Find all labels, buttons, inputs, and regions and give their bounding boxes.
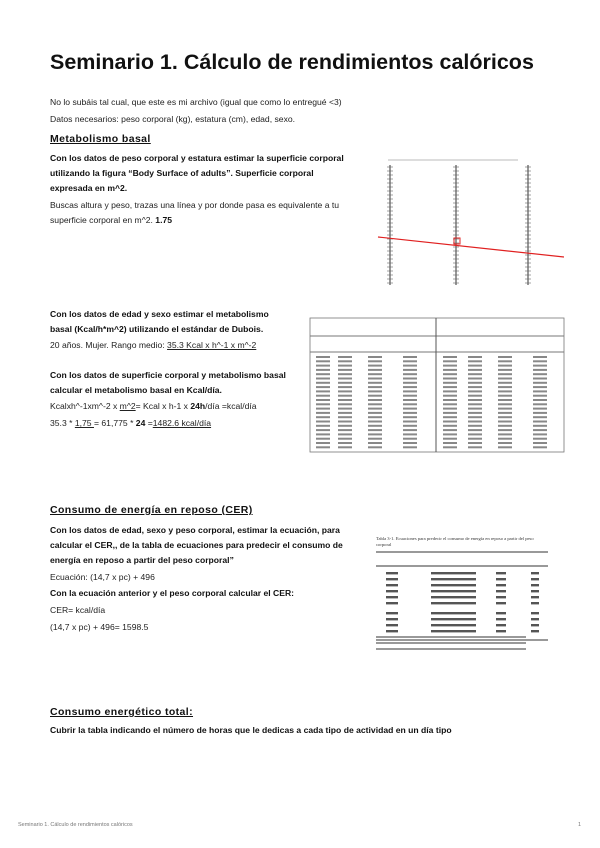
table-cell-scan: [443, 433, 457, 435]
question-line: Con los datos de superficie corporal y metabolismo basal: [50, 370, 286, 380]
table-cell-scan: [443, 429, 457, 431]
table-cell-scan: [338, 412, 352, 414]
table-cell-scan: [316, 356, 330, 358]
table-cell-scan: [443, 369, 457, 371]
table-cell-scan: [368, 365, 382, 367]
table-cell-scan: [316, 382, 330, 384]
table-cell-scan: [498, 395, 512, 397]
table-cell-scan: [443, 438, 457, 440]
table-cell-scan: [498, 403, 512, 405]
table-cell-scan: [498, 390, 512, 392]
table-cell-scan: [403, 438, 417, 440]
table-cell-scan: [338, 408, 352, 410]
table-cell-scan: [468, 425, 482, 427]
table-cell-scan: [368, 421, 382, 423]
table-cell-scan: [496, 630, 506, 632]
answer-line: [50, 337, 256, 353]
table-cell-scan: [533, 365, 547, 367]
table-cell-scan: [386, 578, 398, 580]
table-cell-scan: [368, 390, 382, 392]
table-cell-scan: [368, 429, 382, 431]
table-cell-scan: [533, 382, 547, 384]
table-cell-scan: [368, 433, 382, 435]
question-line: expresada en m^2.: [50, 183, 128, 193]
footnote-scan: [376, 642, 526, 644]
table-cell-scan: [531, 590, 539, 592]
table-cell-scan: [316, 395, 330, 397]
table-cell-scan: [496, 584, 506, 586]
table-cell-scan: [498, 438, 512, 440]
question-line: Cubrir la tabla indicando el número de horas que le dedicas a cada tipo de actividad en un día tipo: [50, 725, 452, 735]
table-cell-scan: [498, 425, 512, 427]
answer-line: CER= kcal/día: [50, 605, 106, 615]
table-cell-scan: [403, 429, 417, 431]
table-cell-scan: [443, 425, 457, 427]
table-cell-scan: [443, 416, 457, 418]
table-cell-scan: [431, 602, 476, 604]
table-cell-scan: [316, 442, 330, 444]
table-cell-scan: [316, 433, 330, 435]
table-cell-scan: [403, 382, 417, 384]
table-cell-scan: [403, 408, 417, 410]
table-cell-scan: [498, 373, 512, 375]
table-cell-scan: [496, 590, 506, 592]
table-cell-scan: [368, 386, 382, 388]
table-cell-scan: [316, 399, 330, 401]
question-line: Con los datos de edad y sexo estimar el metabolismo: [50, 309, 269, 319]
table-cell-scan: [316, 369, 330, 371]
cer-equations-table-image: [376, 536, 556, 658]
table-cell-scan: [403, 421, 417, 423]
table-cell-scan: [338, 399, 352, 401]
table-cell-scan: [368, 373, 382, 375]
answer-line: (14,7 x pc) + 496= 1598.5: [50, 622, 149, 632]
table-cell-scan: [533, 412, 547, 414]
formula-part: Kcalxh^-1xm^-2 x: [50, 401, 120, 411]
table-cell-scan: [498, 399, 512, 401]
table-cell-scan: [468, 365, 482, 367]
equation: Ecuación: (14,7 x pc) + 496: [50, 572, 155, 582]
table-cell-scan: [468, 446, 482, 448]
table-cell-scan: [498, 429, 512, 431]
table-cell-scan: [533, 429, 547, 431]
table-cell-scan: [531, 596, 539, 598]
question-line: Con la ecuación anterior y el peso corporal calcular el CER:: [50, 588, 295, 598]
table-cell-scan: [468, 382, 482, 384]
answer-text: 20 años. Mujer. Rango medio:: [50, 340, 168, 350]
table-cell-scan: [443, 365, 457, 367]
section-heading-cer: Consumo de energía en reposo (CER): [50, 504, 253, 516]
table-cell-scan: [468, 369, 482, 371]
footer-title: Seminario 1. Cálculo de rendimientos calóricos: [18, 822, 133, 828]
table-cell-scan: [468, 360, 482, 362]
table-cell-scan: [338, 369, 352, 371]
table-cell-scan: [403, 395, 417, 397]
question-line: energía en reposo a partir del peso corporal”: [50, 555, 234, 565]
table-cell-scan: [531, 578, 539, 580]
table-cell-scan: [403, 378, 417, 380]
table-cell-scan: [533, 395, 547, 397]
table-cell-scan: [338, 356, 352, 358]
table-cell-scan: [468, 421, 482, 423]
table-cell-scan: [443, 412, 457, 414]
table-cell-scan: [443, 446, 457, 448]
table-cell-scan: [533, 356, 547, 358]
table-cell-scan: [403, 369, 417, 371]
table-cell-scan: [368, 446, 382, 448]
table-cell-scan: [498, 433, 512, 435]
table-cell-scan: [468, 442, 482, 444]
body-surface-nomogram-image: [368, 155, 564, 287]
table-cell-scan: [496, 572, 506, 574]
table-cell-scan: [338, 360, 352, 362]
question-line: utilizando la figura “Body Surface of adults”. Superficie corporal: [50, 168, 314, 178]
table-cell-scan: [468, 438, 482, 440]
answer-value: 35.3 Kcal x h^-1 x m^-2: [167, 340, 257, 350]
formula-part: 24h: [190, 401, 206, 411]
table-cell-scan: [498, 378, 512, 380]
table-cell-scan: [443, 356, 457, 358]
section-heading-metabolismo: Metabolismo basal: [50, 133, 151, 145]
table-cell-scan: [316, 438, 330, 440]
answer-text: superficie corporal en m^2.: [50, 215, 156, 225]
formula-part: 35.3 *: [50, 418, 75, 428]
formula-part: /día =kcal/día: [205, 401, 257, 411]
table-cell-scan: [533, 403, 547, 405]
section-heading-total: Consumo energético total:: [50, 706, 194, 718]
footnote-scan: [376, 636, 526, 638]
formula-part: = 61,775 *: [93, 418, 136, 428]
table-cell-scan: [316, 421, 330, 423]
table-cell-scan: [496, 578, 506, 580]
table-cell-scan: [431, 578, 476, 580]
table-cell-scan: [431, 612, 476, 614]
table-cell-scan: [338, 373, 352, 375]
table-cell-scan: [338, 386, 352, 388]
table-cell-scan: [338, 390, 352, 392]
table-cell-scan: [316, 425, 330, 427]
dubois-table-figure: [308, 308, 566, 454]
page-title: Seminario 1. Cálculo de rendimientos calóricos: [50, 50, 534, 74]
table-cell-scan: [431, 596, 476, 598]
table-cell-scan: [316, 446, 330, 448]
table-cell-scan: [533, 425, 547, 427]
table-cell-scan: [468, 399, 482, 401]
table-cell-scan: [386, 624, 398, 626]
table-cell-scan: [443, 360, 457, 362]
table-cell-scan: [431, 618, 476, 620]
table-cell-scan: [338, 442, 352, 444]
table-cell-scan: [316, 360, 330, 362]
table-cell-scan: [531, 602, 539, 604]
table-cell-scan: [498, 421, 512, 423]
table-cell-scan: [468, 416, 482, 418]
table-cell-scan: [443, 403, 457, 405]
table-cell-scan: [316, 365, 330, 367]
formula-part: 24: [135, 418, 146, 428]
table-cell-scan: [368, 356, 382, 358]
table-cell-scan: [403, 386, 417, 388]
table-cell-scan: [468, 390, 482, 392]
table-cell-scan: [533, 373, 547, 375]
table-cell-scan: [431, 584, 476, 586]
table-cell-scan: [368, 403, 382, 405]
table-cell-scan: [316, 378, 330, 380]
table-cell-scan: [338, 382, 352, 384]
table-cell-scan: [338, 395, 352, 397]
table-cell-scan: [338, 433, 352, 435]
table-cell-scan: [533, 369, 547, 371]
answer-line: Buscas altura y peso, trazas una línea y por donde pasa es equivalente a tu: [50, 200, 340, 210]
table-cell-scan: [338, 421, 352, 423]
table-cell-scan: [338, 378, 352, 380]
table-cell-scan: [443, 378, 457, 380]
intro-data: Datos necesarios: peso corporal (kg), estatura (cm), edad, sexo.: [50, 114, 296, 124]
table-cell-scan: [368, 408, 382, 410]
table-cell-scan: [368, 395, 382, 397]
table-cell-scan: [533, 360, 547, 362]
table-cell-scan: [496, 602, 506, 604]
table-cell-scan: [386, 596, 398, 598]
table-cell-scan: [496, 612, 506, 614]
table-cell-scan: [443, 399, 457, 401]
table-cell-scan: [533, 408, 547, 410]
table-cell-scan: [533, 438, 547, 440]
table-cell-scan: [443, 382, 457, 384]
table-cell-scan: [533, 378, 547, 380]
table-cell-scan: [443, 390, 457, 392]
table-cell-scan: [368, 425, 382, 427]
table-cell-scan: [316, 429, 330, 431]
table-cell-scan: [443, 386, 457, 388]
table-cell-scan: [403, 403, 417, 405]
table-cell-scan: [338, 416, 352, 418]
table-cell-scan: [468, 412, 482, 414]
table-cell-scan: [468, 378, 482, 380]
table-cell-scan: [468, 356, 482, 358]
table-cell-scan: [468, 386, 482, 388]
table-cell-scan: [368, 399, 382, 401]
table-cell-scan: [338, 425, 352, 427]
table-cell-scan: [403, 399, 417, 401]
table-cell-scan: [468, 408, 482, 410]
formula-part: m^2: [119, 401, 136, 411]
footnote-scan: [376, 648, 526, 650]
table-cell-scan: [316, 403, 330, 405]
table-cell-scan: [368, 378, 382, 380]
table-cell-scan: [443, 421, 457, 423]
table-cell-scan: [403, 433, 417, 435]
table-cell-scan: [386, 630, 398, 632]
dubois-standard-table-image: [308, 308, 566, 454]
table-cell-scan: [533, 399, 547, 401]
table-cell-scan: [368, 412, 382, 414]
table-cell-scan: [316, 416, 330, 418]
table-cell-scan: [468, 403, 482, 405]
table-cell-scan: [496, 618, 506, 620]
table-cell-scan: [533, 416, 547, 418]
formula-part: =: [145, 418, 153, 428]
table-cell-scan: [468, 433, 482, 435]
table-cell-scan: [403, 360, 417, 362]
table-cell-scan: [386, 612, 398, 614]
table-cell-scan: [498, 386, 512, 388]
table-cell-scan: [531, 572, 539, 574]
question-line: calcular el CER,, de la tabla de ecuaciones para predecir el consumo de: [50, 540, 343, 550]
table-cell-scan: [498, 442, 512, 444]
table-cell-scan: [338, 365, 352, 367]
table-cell-scan: [498, 369, 512, 371]
table-caption: Tabla 3-1. Ecuaciones para predecir el consumo de energía en reposo a partir del peso corporal: [376, 536, 534, 547]
table-cell-scan: [338, 438, 352, 440]
table-cell-scan: [368, 369, 382, 371]
table-cell-scan: [498, 365, 512, 367]
table-cell-scan: [531, 618, 539, 620]
table-cell-scan: [431, 630, 476, 632]
table-cell-scan: [386, 584, 398, 586]
table-cell-scan: [533, 442, 547, 444]
question-line: calcular el metabolismo basal en Kcal/día.: [50, 385, 222, 395]
table-cell-scan: [443, 373, 457, 375]
table-cell-scan: [533, 390, 547, 392]
table-cell-scan: [531, 624, 539, 626]
table-cell-scan: [531, 584, 539, 586]
table-cell-scan: [403, 416, 417, 418]
table-cell-scan: [368, 382, 382, 384]
question-line: Con los datos de peso corporal y estatura estimar la superficie corporal: [50, 153, 344, 163]
table-cell-scan: [468, 395, 482, 397]
answer-line: [50, 212, 172, 228]
table-cell-scan: [368, 416, 382, 418]
intro-note: No lo subáis tal cual, que este es mi archivo (igual que como lo entregué <3): [50, 97, 342, 107]
table-cell-scan: [443, 442, 457, 444]
table-cell-scan: [468, 373, 482, 375]
table-cell-scan: [498, 382, 512, 384]
table-cell-scan: [533, 386, 547, 388]
table-cell-scan: [403, 446, 417, 448]
question-line: Con los datos de edad, sexo y peso corporal, estimar la ecuación, para: [50, 525, 340, 535]
formula-result: 1482.6 kcal/día: [152, 418, 212, 428]
table-cell-scan: [386, 590, 398, 592]
table-cell-scan: [316, 386, 330, 388]
formula-line: [50, 398, 257, 414]
table-cell-scan: [496, 624, 506, 626]
table-cell-scan: [498, 360, 512, 362]
question-line: basal (Kcal/h*m^2) utilizando el estándar de Dubois.: [50, 324, 264, 334]
table-cell-scan: [531, 612, 539, 614]
table-cell-scan: [386, 572, 398, 574]
table-cell-scan: [498, 356, 512, 358]
formula-part: 1,75: [74, 418, 94, 428]
formula-part: = Kcal x h-1 x: [135, 401, 191, 411]
nomogram-figure: [368, 155, 564, 287]
table-cell-scan: [431, 590, 476, 592]
table-cell-scan: [338, 429, 352, 431]
answer-value: 1.75: [155, 215, 173, 225]
table-cell-scan: [368, 360, 382, 362]
page-number: 1: [578, 822, 582, 828]
table-cell-scan: [403, 365, 417, 367]
table-cell-scan: [316, 373, 330, 375]
table-cell-scan: [431, 624, 476, 626]
table-cell-scan: [386, 618, 398, 620]
table-cell-scan: [443, 395, 457, 397]
table-cell-scan: [468, 429, 482, 431]
table-cell-scan: [498, 416, 512, 418]
table-cell-scan: [498, 446, 512, 448]
table-cell-scan: [316, 412, 330, 414]
table-cell-scan: [403, 390, 417, 392]
table-cell-scan: [316, 408, 330, 410]
table-cell-scan: [533, 433, 547, 435]
table-cell-scan: [403, 373, 417, 375]
table-cell-scan: [368, 438, 382, 440]
cer-table-figure: [376, 548, 556, 658]
table-cell-scan: [403, 356, 417, 358]
table-cell-scan: [403, 412, 417, 414]
table-cell-scan: [338, 446, 352, 448]
table-cell-scan: [496, 596, 506, 598]
table-cell-scan: [498, 408, 512, 410]
table-cell-scan: [533, 421, 547, 423]
table-cell-scan: [338, 403, 352, 405]
table-cell-scan: [368, 442, 382, 444]
table-cell-scan: [403, 425, 417, 427]
table-cell-scan: [443, 408, 457, 410]
table-cell-scan: [316, 390, 330, 392]
table-cell-scan: [498, 412, 512, 414]
table-cell-scan: [533, 446, 547, 448]
formula-result-line: [50, 415, 211, 431]
table-cell-scan: [386, 602, 398, 604]
table-cell-scan: [431, 572, 476, 574]
table-cell-scan: [403, 442, 417, 444]
table-cell-scan: [531, 630, 539, 632]
